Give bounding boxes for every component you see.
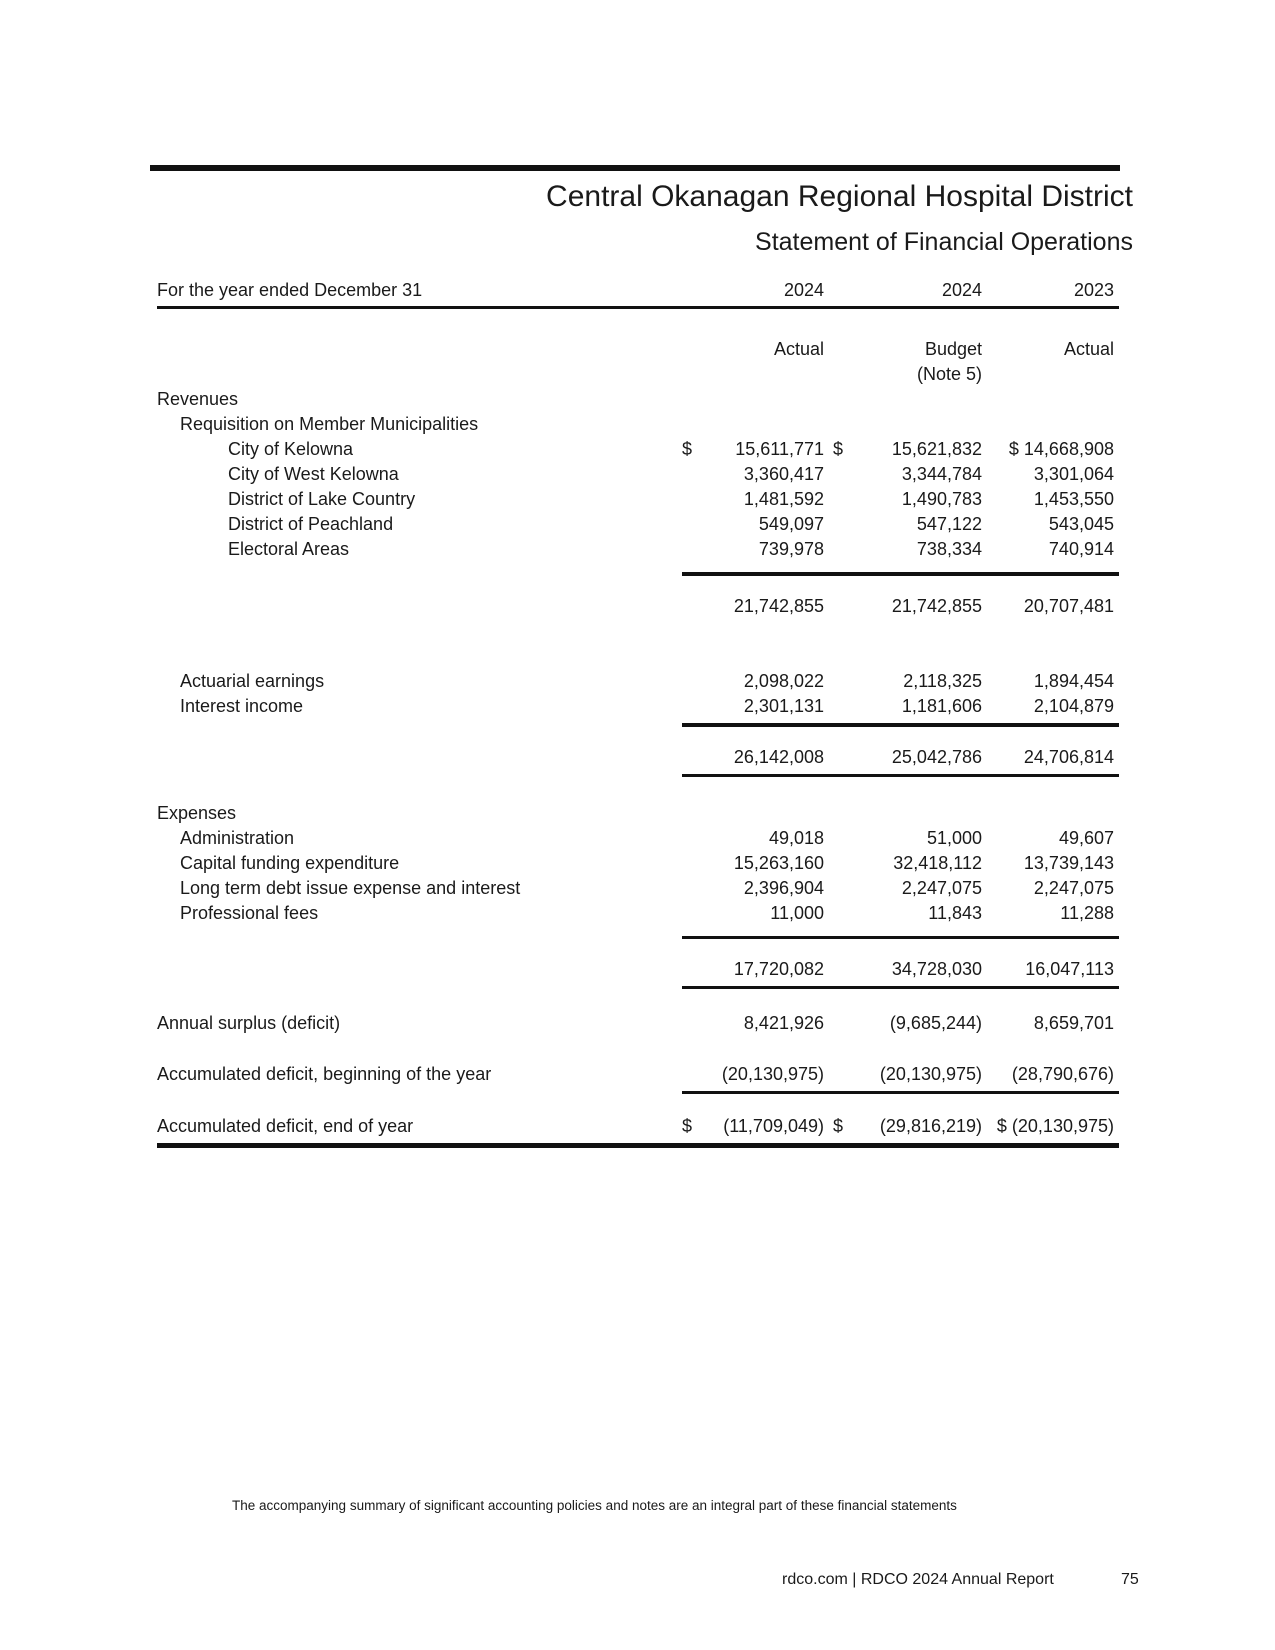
subtotal-actual-2024: 21,742,855 xyxy=(733,596,824,616)
value-actual-2024: 2,396,904 xyxy=(743,878,824,898)
column-header-row xyxy=(157,278,1119,306)
total-actual-2024: 26,142,008 xyxy=(733,747,824,767)
total-budget-2024: 34,728,030 xyxy=(891,959,982,979)
top-rule-divider xyxy=(150,165,1120,171)
page-footer-text: rdco.com | RDCO 2024 Annual Report xyxy=(782,1571,1054,1588)
column-type-actual-2023: Actual xyxy=(1063,339,1114,359)
revenues-heading: Revenues xyxy=(157,389,239,409)
table-row xyxy=(157,876,1119,901)
value-actual-2024: 49,018 xyxy=(768,828,824,848)
value-budget-2024: 15,621,832 xyxy=(891,439,982,459)
table-row xyxy=(157,487,1119,512)
table-row xyxy=(157,537,1119,562)
value-actual-2024: 1,481,592 xyxy=(743,489,824,509)
value-actual-2023: (28,790,676) xyxy=(1011,1064,1114,1084)
table-row xyxy=(157,901,1119,926)
row-label: Accumulated deficit, beginning of the year xyxy=(157,1064,492,1084)
row-label: Electoral Areas xyxy=(228,539,350,559)
value-budget-2024: (29,816,219) xyxy=(879,1116,982,1136)
value-budget-2024: 32,418,112 xyxy=(893,853,982,873)
currency-symbol: $ xyxy=(833,1116,844,1136)
column-note-budget: (Note 5) xyxy=(916,364,982,384)
row-label: District of Lake Country xyxy=(228,489,416,509)
value-budget-2024: 738,334 xyxy=(916,539,982,559)
total-actual-2023: 16,047,113 xyxy=(1025,959,1114,979)
row-label: District of Peachland xyxy=(228,514,394,534)
value-budget-2024: (9,685,244) xyxy=(889,1013,982,1033)
page-number: 75 xyxy=(1121,1571,1139,1588)
column-year-actual-2024: 2024 xyxy=(783,280,824,300)
value-actual-2024: 3,360,417 xyxy=(743,464,824,484)
value-actual-2024: (11,709,049) xyxy=(723,1116,824,1136)
footnote: The accompanying summary of significant accounting policies and notes are an integral part of these financial statements xyxy=(232,1498,957,1513)
expenses-heading-row xyxy=(157,801,1119,826)
total-actual-2023: 24,706,814 xyxy=(1023,747,1114,767)
header-rule-divider xyxy=(157,306,1119,309)
value-actual-2024: 549,097 xyxy=(758,514,824,534)
value-actual-2024: (20,130,975) xyxy=(721,1064,824,1084)
value-actual-2024: 739,978 xyxy=(758,539,824,559)
revenues-heading-row xyxy=(157,387,1119,412)
value-actual-2024: 2,098,022 xyxy=(743,671,824,691)
value-budget-2024: 1,490,783 xyxy=(901,489,982,509)
currency-symbol: $ xyxy=(682,439,693,459)
value-actual-2023: 8,659,701 xyxy=(1033,1013,1114,1033)
value-budget-2024: 11,843 xyxy=(928,903,982,923)
requisition-subtotal-row xyxy=(157,594,1119,619)
value-budget-2024: 51,000 xyxy=(926,828,982,848)
value-actual-2023: $ (20,130,975) xyxy=(996,1116,1114,1136)
table-row xyxy=(157,826,1119,851)
row-label: Administration xyxy=(180,828,295,848)
row-label: Actuarial earnings xyxy=(180,671,325,691)
financial-statement-table xyxy=(157,278,1119,1148)
total-actual-2024: 17,720,082 xyxy=(733,959,824,979)
document-title: Central Okanagan Regional Hospital District xyxy=(546,180,1133,213)
column-year-budget-2024: 2024 xyxy=(941,280,982,300)
total-budget-2024: 25,042,786 xyxy=(891,747,982,767)
value-actual-2023: 2,247,075 xyxy=(1033,878,1114,898)
column-type-budget: Budget xyxy=(924,339,982,359)
value-budget-2024: (20,130,975) xyxy=(879,1064,982,1084)
value-budget-2024: 1,181,606 xyxy=(901,696,982,716)
value-actual-2023: 1,453,550 xyxy=(1033,489,1114,509)
currency-symbol: $ xyxy=(682,1116,693,1136)
column-year-actual-2023: 2023 xyxy=(1073,280,1114,300)
value-budget-2024: 547,122 xyxy=(916,514,982,534)
row-label: City of West Kelowna xyxy=(228,464,399,484)
row-label: Accumulated deficit, end of year xyxy=(157,1116,414,1136)
requisition-heading: Requisition on Member Municipalities xyxy=(180,414,479,434)
currency-symbol: $ xyxy=(833,439,844,459)
value-budget-2024: 2,118,325 xyxy=(903,671,982,691)
value-actual-2023: 2,104,879 xyxy=(1033,696,1114,716)
column-note-row xyxy=(157,362,1119,387)
column-type-actual: Actual xyxy=(773,339,824,359)
document-subtitle: Statement of Financial Operations xyxy=(755,228,1133,256)
table-row xyxy=(157,669,1119,694)
value-actual-2023: $ 14,668,908 xyxy=(1008,439,1114,459)
value-actual-2024: 15,263,160 xyxy=(733,853,824,873)
row-label: Interest income xyxy=(180,696,304,716)
table-row xyxy=(157,851,1119,876)
value-actual-2023: 11,288 xyxy=(1060,903,1114,923)
row-label: Long term debt issue expense and interest xyxy=(180,878,521,898)
requisition-heading-row xyxy=(157,412,1119,437)
deficit-beginning-row xyxy=(157,1062,1119,1087)
row-label: Annual surplus (deficit) xyxy=(157,1013,341,1033)
row-label: Capital funding expenditure xyxy=(180,853,400,873)
value-actual-2023: 740,914 xyxy=(1048,539,1114,559)
expenses-heading: Expenses xyxy=(157,803,237,823)
value-actual-2023: 3,301,064 xyxy=(1033,464,1114,484)
row-label: City of Kelowna xyxy=(228,439,354,459)
deficit-end-row xyxy=(157,1114,1119,1139)
value-actual-2023: 543,045 xyxy=(1048,514,1114,534)
revenue-total-row xyxy=(157,745,1119,770)
value-actual-2024: 11,000 xyxy=(770,903,824,923)
table-row xyxy=(157,694,1119,719)
row-label: Professional fees xyxy=(180,903,319,923)
period-label: For the year ended December 31 xyxy=(157,280,423,300)
annual-surplus-row xyxy=(157,1011,1119,1036)
column-type-row xyxy=(157,337,1119,362)
table-row xyxy=(157,437,1119,462)
value-actual-2024: 8,421,926 xyxy=(743,1013,824,1033)
expense-total-row xyxy=(157,957,1119,982)
final-total-rule-divider xyxy=(157,1143,1119,1148)
table-row xyxy=(157,512,1119,537)
subtotal-actual-2023: 20,707,481 xyxy=(1023,596,1114,616)
value-actual-2024: 15,611,771 xyxy=(735,439,824,459)
value-actual-2023: 49,607 xyxy=(1058,828,1114,848)
value-budget-2024: 2,247,075 xyxy=(901,878,982,898)
value-actual-2023: 13,739,143 xyxy=(1023,853,1114,873)
table-row xyxy=(157,462,1119,487)
subtotal-budget-2024: 21,742,855 xyxy=(891,596,982,616)
value-actual-2024: 2,301,131 xyxy=(743,696,824,716)
value-actual-2023: 1,894,454 xyxy=(1033,671,1114,691)
value-budget-2024: 3,344,784 xyxy=(901,464,982,484)
